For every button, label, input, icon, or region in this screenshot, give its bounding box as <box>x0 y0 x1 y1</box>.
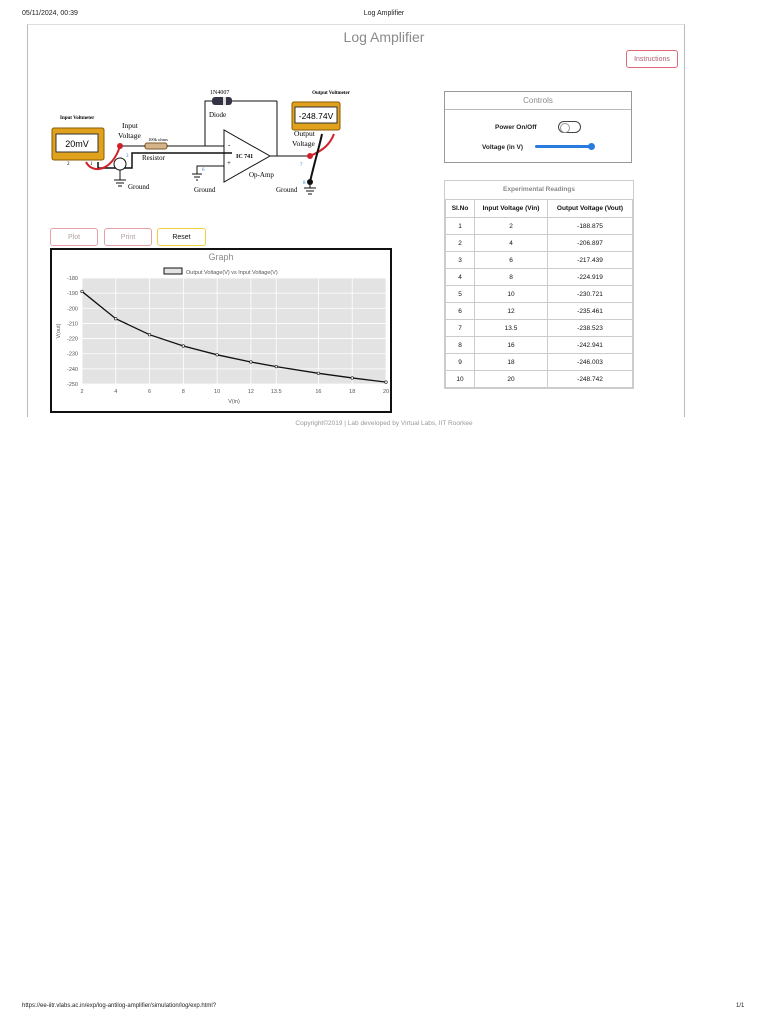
x-tick-label: 10 <box>214 389 221 395</box>
cell-input-voltage: 18 <box>475 354 548 371</box>
x-tick-label: 13.5 <box>270 389 282 395</box>
cell-slno: 5 <box>446 286 475 303</box>
col-input-voltage: Input Voltage (Vin) <box>475 200 548 218</box>
ground-label-input: Ground <box>128 183 150 191</box>
copyright: Copyright©2019 | Lab developed by Virtual Labs, IIT Roorkee <box>295 420 473 427</box>
data-point <box>114 317 117 320</box>
svg-text:6: 6 <box>202 168 205 173</box>
svg-text:2: 2 <box>67 162 70 167</box>
table-row <box>446 252 633 269</box>
cell-output-voltage: -246.003 <box>548 354 633 371</box>
cell-slno: 1 <box>446 218 475 235</box>
resistor-label: Resistor <box>142 154 165 162</box>
output-voltmeter-label: Output Voltmeter <box>312 91 350 96</box>
cell-input-voltage: 16 <box>475 337 548 354</box>
svg-text:8: 8 <box>303 181 306 186</box>
x-tick-label: 20 <box>382 389 390 395</box>
cell-slno: 7 <box>446 320 475 337</box>
svg-text:3: 3 <box>126 154 129 159</box>
input-voltmeter-reading: 20mV <box>65 139 89 149</box>
voltage-label: Voltage (in V) <box>482 144 524 151</box>
voltage-source <box>114 158 126 170</box>
readings-header-row <box>446 200 633 218</box>
x-tick-label: 6 <box>148 389 152 395</box>
cell-output-voltage: -217.439 <box>548 252 633 269</box>
y-tick-label: -230 <box>66 351 78 358</box>
col-slno: Sl.No <box>446 200 475 218</box>
ground-label-opamp: Ground <box>194 186 216 194</box>
x-tick-label: 16 <box>315 389 322 395</box>
table-row <box>446 269 633 286</box>
print-button[interactable]: Print <box>104 228 152 246</box>
data-point <box>216 354 219 357</box>
diode-part: 1N4007 <box>210 90 230 96</box>
svg-text:+: + <box>227 159 231 167</box>
cell-input-voltage: 13.5 <box>475 320 548 337</box>
svg-text:Voltage: Voltage <box>292 139 315 148</box>
instructions-button[interactable]: Instructions <box>626 50 678 68</box>
data-point <box>250 361 253 364</box>
cell-slno: 4 <box>446 269 475 286</box>
table-row <box>446 286 633 303</box>
cell-input-voltage: 8 <box>475 269 548 286</box>
opamp-label: Op-Amp <box>249 171 274 179</box>
reset-button[interactable]: Reset <box>157 228 206 246</box>
y-tick-label: -220 <box>66 336 78 343</box>
table-row <box>446 235 633 252</box>
cell-output-voltage: -242.941 <box>548 337 633 354</box>
table-row <box>446 354 633 371</box>
cell-input-voltage: 4 <box>475 235 548 252</box>
y-tick-label: -240 <box>66 366 78 373</box>
x-tick-label: 2 <box>80 389 84 395</box>
output-voltage-label: Output <box>294 129 315 138</box>
plot-button[interactable]: Plot <box>50 228 98 246</box>
x-axis-label: V(in) <box>228 399 240 405</box>
output-vs-input-chart <box>52 250 390 411</box>
data-point <box>351 377 354 380</box>
cell-input-voltage: 2 <box>475 218 548 235</box>
y-tick-label: -250 <box>66 382 78 388</box>
graph-panel <box>50 248 392 413</box>
plot-area <box>82 278 386 384</box>
chart-title: Graph <box>208 252 234 262</box>
svg-text:7: 7 <box>300 163 303 168</box>
page-title: Log Amplifier <box>343 29 425 45</box>
ground-label-output: Ground <box>276 186 298 194</box>
controls-heading: Controls <box>445 92 631 110</box>
cell-slno: 8 <box>446 337 475 354</box>
cell-slno: 9 <box>446 354 475 371</box>
cell-input-voltage: 20 <box>475 371 548 388</box>
table-row <box>446 218 633 235</box>
print-page-count: 1/1 <box>736 1003 745 1009</box>
y-tick-label: -190 <box>66 291 78 298</box>
print-page-title: Log Amplifier <box>363 10 405 17</box>
svg-text:1: 1 <box>90 162 93 167</box>
data-point <box>81 290 84 293</box>
y-tick-label: -210 <box>66 321 78 328</box>
cell-output-voltage: -206.897 <box>548 235 633 252</box>
svg-text:Voltage: Voltage <box>118 131 141 140</box>
legend-label: Output Voltage(V) vs Input Voltage(V) <box>186 270 278 276</box>
x-tick-label: 8 <box>181 389 185 395</box>
data-point <box>317 372 320 375</box>
cell-output-voltage: -238.523 <box>548 320 633 337</box>
print-datetime: 05/11/2024, 00:39 <box>22 10 78 17</box>
table-row <box>446 303 633 320</box>
col-output-voltage: Output Voltage (Vout) <box>548 200 633 218</box>
y-tick-label: -180 <box>66 276 78 282</box>
controls-panel <box>444 91 632 163</box>
print-url: https://ee-iitr.vlabs.ac.in/exp/log-antilog-amplifier/simulation/log/exp.html? <box>22 1003 217 1009</box>
resistor-value: 100k ohms <box>148 137 168 142</box>
cell-slno: 6 <box>446 303 475 320</box>
x-tick-label: 18 <box>349 389 356 395</box>
table-row <box>446 337 633 354</box>
cell-input-voltage: 6 <box>475 252 548 269</box>
output-voltmeter-reading: -248.74V <box>298 111 334 121</box>
data-point <box>275 365 278 368</box>
cell-output-voltage: -230.721 <box>548 286 633 303</box>
data-point <box>385 381 388 384</box>
cell-slno: 10 <box>446 371 475 388</box>
input-voltage-label: Input <box>122 121 138 130</box>
readings-caption: Experimental Readings <box>503 186 575 193</box>
circuit-diagram <box>52 84 350 202</box>
table-row <box>446 371 633 388</box>
cell-slno: 3 <box>446 252 475 269</box>
y-axis-label: V(out) <box>56 323 62 339</box>
legend-swatch <box>164 268 182 274</box>
cell-slno: 2 <box>446 235 475 252</box>
diode-label: Diode <box>209 111 227 119</box>
opamp-part: IC 741 <box>236 154 254 160</box>
table-row <box>446 320 633 337</box>
power-toggle-knob <box>560 123 570 133</box>
cell-input-voltage: 12 <box>475 303 548 320</box>
x-tick-label: 4 <box>114 389 118 395</box>
cell-output-voltage: -188.875 <box>548 218 633 235</box>
svg-text:-: - <box>228 141 231 149</box>
power-toggle[interactable] <box>558 121 581 133</box>
data-point <box>182 345 185 348</box>
input-voltmeter-label: Input Voltmeter <box>60 116 95 121</box>
cell-output-voltage: -235.461 <box>548 303 633 320</box>
y-tick-label: -200 <box>66 306 78 313</box>
x-tick-label: 12 <box>247 389 254 395</box>
power-label: Power On/Off <box>495 124 537 131</box>
cell-input-voltage: 10 <box>475 286 548 303</box>
cell-output-voltage: -248.742 <box>548 371 633 388</box>
readings-table <box>444 180 634 389</box>
cell-output-voltage: -224.919 <box>548 269 633 286</box>
data-point <box>148 333 151 336</box>
resistor <box>145 143 167 149</box>
voltage-slider[interactable] <box>535 145 592 148</box>
voltage-slider-thumb[interactable] <box>588 143 595 150</box>
